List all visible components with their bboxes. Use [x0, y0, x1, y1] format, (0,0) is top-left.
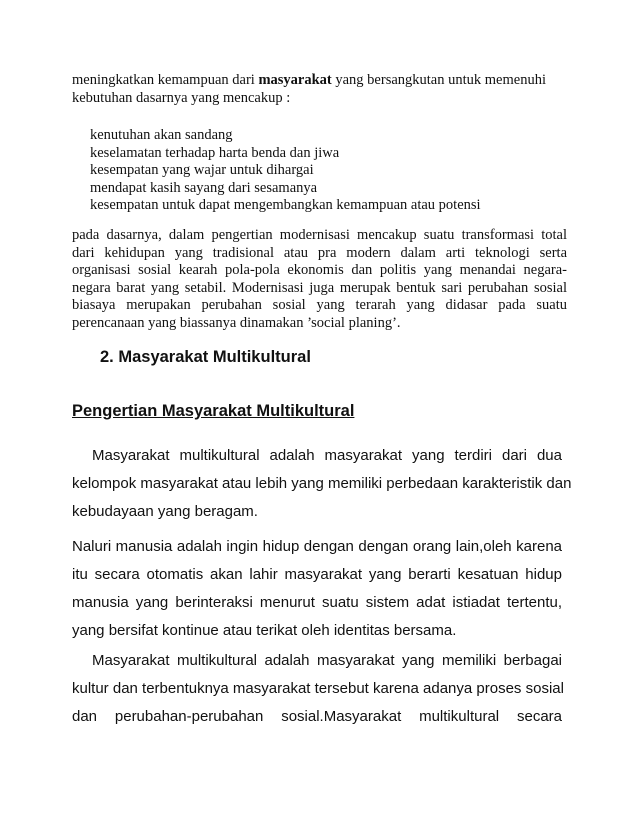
- list-item: keselamatan terhadap harta benda dan jiwa: [90, 144, 340, 161]
- paragraph-line: perencanaan yang biassanya dinamakan ’social planing’.: [72, 314, 401, 331]
- list-item: kesempatan yang wajar untuk dihargai: [90, 162, 314, 178]
- section-heading: 2. Masyarakat Multikultural: [100, 348, 311, 366]
- list-item: kenutuhan akan sandang: [90, 127, 233, 143]
- paragraph-line: itu secara otomatis akan lahir masyarakat yang berarti kesatuan hidup: [72, 566, 562, 583]
- paragraph-line: kebudayaan yang beragam.: [72, 503, 258, 520]
- paragraph-line: dari kehidupan yang tradisional atau pra modern dalam arti teknologi serta: [72, 244, 567, 261]
- list-item: mendapat kasih sayang dari sesamanya: [90, 179, 318, 196]
- paragraph-line: Masyarakat multikultural adalah masyarakat yang memiliki berbagai: [92, 652, 562, 669]
- paragraph-line: organisasi sosial kearah pola-pola ekonomis dan politis yang menandai negara-: [72, 262, 567, 278]
- intro-line-1: [72, 72, 572, 90]
- subheading: Pengertian Masyarakat Multikultural: [72, 402, 355, 420]
- paragraph-line: biasaya merupakan perubahan sosial yang terarah yang didasar pada suatu: [72, 297, 567, 313]
- intro-line-2: kebutuhan dasarnya yang mencakup :: [72, 89, 291, 106]
- paragraph-line: dan perubahan-perubahan sosial.Masyarakat multikultural secara: [72, 708, 562, 725]
- modernization-paragraph: [72, 227, 567, 332]
- culture-paragraph: [72, 647, 562, 731]
- instinct-paragraph: [72, 533, 562, 645]
- paragraph-line: kultur dan terbentuknya masyarakat tersebut karena adanya proses sosial: [72, 680, 564, 697]
- intro-before: meningkatkan kemampuan dari: [72, 72, 259, 88]
- paragraph-line: negara barat yang setabil. Modernisasi juga merupak bentuk sari perubahan sosial: [72, 279, 567, 296]
- intro-bold-word: masyarakat: [258, 72, 332, 88]
- paragraph-line: manusia yang berinteraksi menurut suatu sistem adat istiadat tertentu,: [72, 594, 562, 611]
- paragraph-line: kelompok masyarakat atau lebih yang memiliki perbedaan karakteristik dan: [72, 475, 572, 492]
- paragraph-line: Masyarakat multikultural adalah masyarakat yang terdiri dari dua: [92, 447, 562, 464]
- definition-paragraph: [72, 442, 572, 526]
- paragraph-line: Naluri manusia adalah ingin hidup dengan dengan orang lain,oleh karena: [72, 538, 562, 555]
- needs-list: [90, 127, 570, 215]
- list-item: kesempatan untuk dapat mengembangkan kemampuan atau potensi: [90, 197, 481, 213]
- paragraph-line: pada dasarnya, dalam pengertian modernisasi mencakup suatu transformasi total: [72, 227, 567, 243]
- paragraph-line: yang bersifat kontinue atau terikat oleh identitas bersama.: [72, 622, 457, 639]
- intro-after: yang bersangkutan untuk memenuhi: [331, 72, 546, 88]
- intro-paragraph: [72, 72, 572, 107]
